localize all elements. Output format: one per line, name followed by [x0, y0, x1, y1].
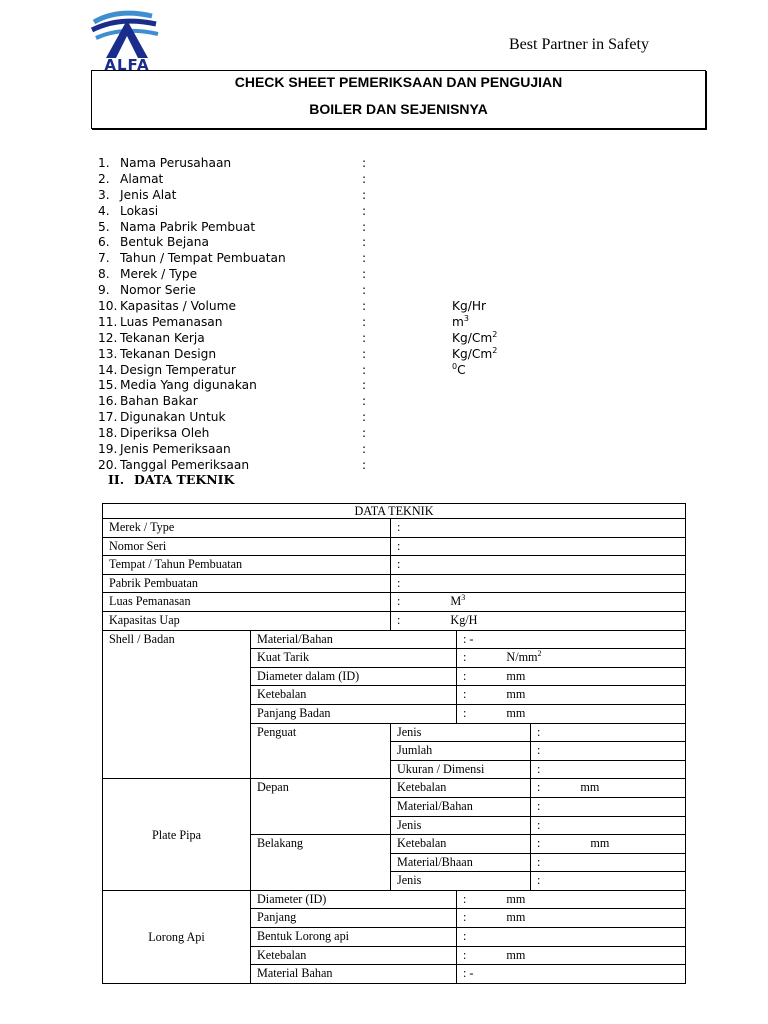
row-label: Kuat Tarik [251, 649, 457, 668]
field-label: Jenis Pemeriksaan [120, 442, 231, 457]
field-label: Nama Pabrik Pembuat [120, 219, 256, 234]
table-row [103, 556, 686, 575]
unit-label: Kg/Hr [452, 299, 487, 314]
document-subtitle: BOILER DAN SEJENISNYA [309, 101, 488, 117]
row-value[interactable]: : - [457, 965, 686, 984]
row-value[interactable]: : [391, 537, 686, 556]
field-label: Design Temperatur [120, 362, 236, 377]
row-value[interactable]: : [531, 872, 686, 891]
field-unit [452, 315, 469, 331]
row-label: Material/Bahan [251, 630, 457, 649]
row-label: Jenis [391, 723, 531, 742]
unit-label: mm [506, 705, 526, 720]
field-colon[interactable]: : [362, 267, 367, 282]
unit-label: mm [506, 687, 526, 702]
data-teknik-table [102, 503, 686, 984]
row-value[interactable] [391, 593, 686, 612]
field-label: Jenis Alat [120, 187, 177, 202]
field-colon[interactable]: : [362, 251, 367, 266]
row-label: Diameter dalam (ID) [251, 667, 457, 686]
unit-label: Kg/Cm [452, 346, 493, 361]
field-colon[interactable]: : [362, 394, 367, 409]
colon: : [537, 836, 541, 851]
row-label: Ketebalan [251, 946, 457, 965]
field-unit [452, 331, 497, 347]
row-label: Bentuk Lorong api [251, 928, 457, 947]
field-colon[interactable]: : [362, 410, 367, 425]
section-number: II. [108, 472, 125, 487]
field-label: Bahan Bakar [120, 394, 198, 409]
row-label: Ketebalan [251, 686, 457, 705]
field-label: Tanggal Pemeriksaan [120, 457, 250, 472]
tagline: Best Partner in Safety [509, 36, 649, 53]
field-number: 10. [98, 299, 118, 314]
field-label: Kapasitas / Volume [120, 299, 236, 314]
unit-label: mm [506, 891, 526, 906]
subgroup-label-penguat: Penguat [251, 723, 391, 779]
row-value[interactable] [457, 890, 686, 909]
row-label: Nomor Seri [103, 537, 391, 556]
unit-superscript: 2 [492, 329, 498, 339]
row-value[interactable]: : [531, 723, 686, 742]
row-label: Ketebalan [391, 835, 531, 854]
field-number: 17. [98, 410, 118, 425]
field-number: 14. [98, 362, 118, 377]
row-value[interactable]: : - [457, 630, 686, 649]
field-label: Alamat [120, 171, 164, 186]
row-label: Material/Bhaan [391, 853, 531, 872]
row-label: Jenis [391, 816, 531, 835]
field-colon[interactable]: : [362, 378, 367, 393]
field-number: 11. [98, 314, 118, 329]
row-label: Material/Bahan [391, 797, 531, 816]
colon: : [463, 705, 467, 720]
field-label: Bentuk Bejana [120, 235, 209, 250]
colon: : [463, 910, 467, 925]
colon: : [463, 668, 467, 683]
field-label: Lokasi [120, 203, 159, 218]
field-colon[interactable]: : [362, 156, 367, 170]
row-label: Luas Pemanasan [103, 593, 391, 612]
field-number: 13. [98, 346, 118, 361]
row-label: Pabrik Pembuatan [103, 574, 391, 593]
unit-superscript: 2 [537, 649, 542, 659]
row-label: Panjang [251, 909, 457, 928]
row-label: Merek / Type [103, 519, 391, 538]
row-value[interactable]: : [531, 742, 686, 761]
row-label: Tempat / Tahun Pembuatan [103, 556, 391, 575]
row-value[interactable]: : [531, 760, 686, 779]
row-label: Jenis [391, 872, 531, 891]
unit-superscript: 0 [452, 361, 458, 371]
row-label: Panjang Badan [251, 704, 457, 723]
field-colon[interactable]: : [362, 426, 367, 441]
field-unit [452, 299, 486, 315]
field-number: 12. [98, 330, 118, 345]
field-number: 18. [98, 426, 118, 441]
table-row [103, 537, 686, 556]
colon: : [463, 650, 467, 665]
field-number: 5. [98, 219, 110, 234]
field-colon[interactable]: : [362, 457, 367, 472]
field-number: 9. [98, 283, 110, 298]
field-label: Digunakan Untuk [120, 410, 226, 425]
row-value[interactable] [391, 611, 686, 630]
colon: : [463, 947, 467, 962]
row-value[interactable]: : [531, 853, 686, 872]
table-row [103, 890, 686, 909]
field-colon[interactable]: : [362, 346, 367, 361]
row-label: Material Bahan [251, 965, 457, 984]
row-value[interactable] [457, 704, 686, 723]
field-number: 1. [98, 156, 110, 170]
field-colon[interactable]: : [362, 203, 367, 218]
field-label: Tekanan Design [120, 346, 217, 361]
unit-label: mm [506, 910, 526, 925]
field-number: 20. [98, 457, 118, 472]
row-value[interactable]: : [391, 519, 686, 538]
field-colon[interactable]: : [362, 235, 367, 250]
field-number: 16. [98, 394, 118, 409]
unit-label: m [452, 314, 464, 329]
field-label: Luas Pemanasan [120, 314, 223, 329]
field-unit [452, 363, 466, 379]
field-unit [452, 347, 497, 363]
row-label: Ukuran / Dimensi [391, 760, 531, 779]
colon: : [463, 687, 467, 702]
field-number: 7. [98, 251, 110, 266]
unit-label: mm [506, 668, 526, 683]
colon: : [463, 891, 467, 906]
field-number: 6. [98, 235, 110, 250]
field-number: 2. [98, 171, 110, 186]
logo-text: ALFA [104, 56, 150, 74]
row-value[interactable] [531, 835, 686, 854]
field-number: 4. [98, 203, 110, 218]
unit-label: C [457, 362, 466, 377]
row-value[interactable] [457, 686, 686, 705]
table-row [103, 779, 686, 798]
field-label: Diperiksa Oleh [120, 426, 210, 441]
row-value[interactable] [531, 779, 686, 798]
field-colon[interactable]: : [362, 187, 367, 202]
group-label-shell: Shell / Badan [103, 630, 251, 779]
field-label: Tahun / Tempat Pembuatan [120, 251, 286, 266]
field-colon[interactable]: : [362, 442, 367, 457]
unit-superscript: 3 [461, 593, 466, 603]
field-number: 3. [98, 187, 110, 202]
row-value[interactable] [457, 946, 686, 965]
unit-label: M [450, 594, 462, 609]
row-label: Ketebalan [391, 779, 531, 798]
field-colon[interactable]: : [362, 283, 367, 298]
unit-label: mm [590, 836, 610, 851]
field-number: 19. [98, 442, 118, 457]
row-value[interactable] [457, 649, 686, 668]
field-colon[interactable]: : [362, 362, 367, 377]
table-row [103, 630, 686, 649]
group-label-lorong: Lorong Api [103, 890, 251, 983]
colon: : [397, 594, 401, 609]
row-value[interactable] [457, 909, 686, 928]
table-row [103, 519, 686, 538]
unit-label: mm [506, 947, 526, 962]
table-row [103, 593, 686, 612]
table-header: DATA TEKNIK [103, 504, 686, 519]
title-box [91, 70, 706, 129]
unit-label: mm [580, 780, 600, 795]
subgroup-label-depan: Depan [251, 779, 391, 835]
field-number: 8. [98, 267, 110, 282]
row-value[interactable]: : [531, 816, 686, 835]
document-title: CHECK SHEET PEMERIKSAAN DAN PENGUJIAN [234, 74, 563, 90]
group-label-plate: Plate Pipa [103, 779, 251, 891]
field-colon[interactable]: : [362, 330, 367, 345]
field-label: Merek / Type [120, 267, 198, 282]
field-colon[interactable]: : [362, 314, 367, 329]
field-number: 15. [98, 378, 118, 393]
row-value[interactable]: : [391, 556, 686, 575]
row-value[interactable]: : [457, 928, 686, 947]
unit-label: Kg/Cm [452, 330, 493, 345]
unit-superscript: 3 [463, 313, 469, 323]
field-colon[interactable]: : [362, 299, 367, 314]
row-value[interactable]: : [531, 797, 686, 816]
row-label: Kapasitas Uap [103, 611, 391, 630]
section-title: DATA TEKNIK [134, 472, 235, 487]
table-row [103, 574, 686, 593]
unit-label: Kg/H [450, 612, 478, 627]
row-label: Diameter (ID) [251, 890, 457, 909]
row-value[interactable]: : [391, 574, 686, 593]
colon: : [397, 612, 401, 627]
colon: : [537, 780, 541, 795]
unit-label: N/mm [506, 650, 538, 665]
field-colon[interactable]: : [362, 171, 367, 186]
unit-superscript: 2 [492, 345, 498, 355]
field-label: Nomor Serie [120, 283, 196, 298]
table-row [103, 611, 686, 630]
row-value[interactable] [457, 667, 686, 686]
field-label: Nama Perusahaan [120, 156, 232, 170]
subgroup-label-belakang: Belakang [251, 835, 391, 891]
row-label: Jumlah [391, 742, 531, 761]
field-label: Media Yang digunakan [120, 378, 257, 393]
field-colon[interactable]: : [362, 219, 367, 234]
field-label: Tekanan Kerja [120, 330, 205, 345]
